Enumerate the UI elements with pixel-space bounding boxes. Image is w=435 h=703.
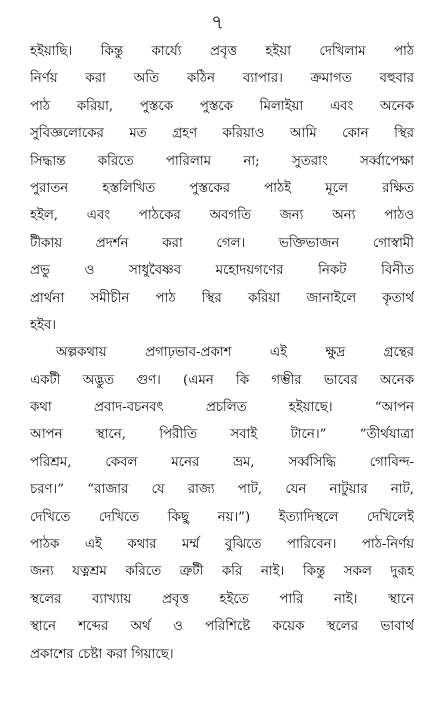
text-line: দেখিতে দেখিতে কিছু নয়।”) ইত্যাদিস্থলে দেখিলেই xyxy=(30,509,414,525)
text-line: স্থানে শব্দের অর্থ ও পরিশিষ্টে কয়েক স্থলের ভাবার্থ xyxy=(30,619,414,635)
text-line: হইল, এবং পাঠকের অবগতি জন্য অন্য পাঠও xyxy=(30,208,414,224)
text-line: পাঠ করিয়া, পুস্তকে পুস্তকে মিলাইয়া এবং অনেক xyxy=(30,98,414,114)
text-line: চরণ।” “রাজার যে রাজ্য পাট, যেন নাটুয়ার নাট, xyxy=(30,482,414,498)
page-number: ৭ xyxy=(210,10,224,34)
text-line: আপন স্থানে, পিরীতি সবাই টানে।” “তীর্থযাত্রা xyxy=(30,427,414,443)
text-line: একটী অদ্ভুত গুণ। (এমন কি গম্ভীর ভাবের অনেক xyxy=(30,372,414,388)
text-line: টীকায় প্রদর্শন করা গেল। ভক্তিভাজন গোস্বামী xyxy=(30,235,414,251)
text-line: হইয়াছি। কিন্তু কার্য্যে প্রবৃত্ত হইয়া দেখিলাম পাঠ xyxy=(30,44,414,59)
text-line: জন্য যত্নশ্রম করিতে ত্রুটী করি নাই। কিন্তু সকল দুরূহ xyxy=(30,564,414,580)
text-line: হইব। xyxy=(30,317,57,333)
text-line: নির্ণয় করা অতি কঠিন ব্যাপার। ক্রমাগত বহুবার xyxy=(30,71,414,87)
text-line: পরিশ্রম, কেবল মনের ভ্রম, সর্ব্বসিদ্ধি গোবিন্দ- xyxy=(30,454,414,470)
text-line: কথা প্রবাদ-বচনবৎ প্রচলিত হইয়াছে। “আপন xyxy=(30,400,414,416)
text-line: প্রার্থনা সমীচীন পাঠ স্থির করিয়া জানাইলে কৃতার্থ xyxy=(30,290,414,306)
text-line: প্রভু ও সাধুবৈষ্ণব মহোদয়গণের নিকট বিনীত xyxy=(30,263,414,279)
text-line: পুরাতন হস্তলিখিত পুস্তকের পাঠই মূলে রক্ষিত xyxy=(30,180,414,196)
text-line: সুবিজ্ঞলোকের মত গ্রহণ করিয়াও আমি কোন স্থির xyxy=(30,126,414,142)
text-line: অল্পকথায় প্রগাঢ়ভাব-প্রকাশ এই ক্ষুদ্র গ্রন্থের xyxy=(56,345,414,361)
text-line: সিদ্ধান্ত করিতে পারিলাম না; সুতরাং সর্ব্বাপেক্ষা xyxy=(30,153,414,169)
text-line: পাঠক এই কথার মর্ম্ম বুঝিতে পারিবেন। পাঠ-নির্ণয় xyxy=(30,537,414,553)
text-line: স্থলের ব্যাখ্যায় প্রবৃত্ত হইতে পারি নাই। স্থানে xyxy=(30,591,414,607)
body-text xyxy=(30,38,414,668)
text-line: প্রকাশের চেষ্টা করা গিয়াছে। xyxy=(30,646,174,662)
